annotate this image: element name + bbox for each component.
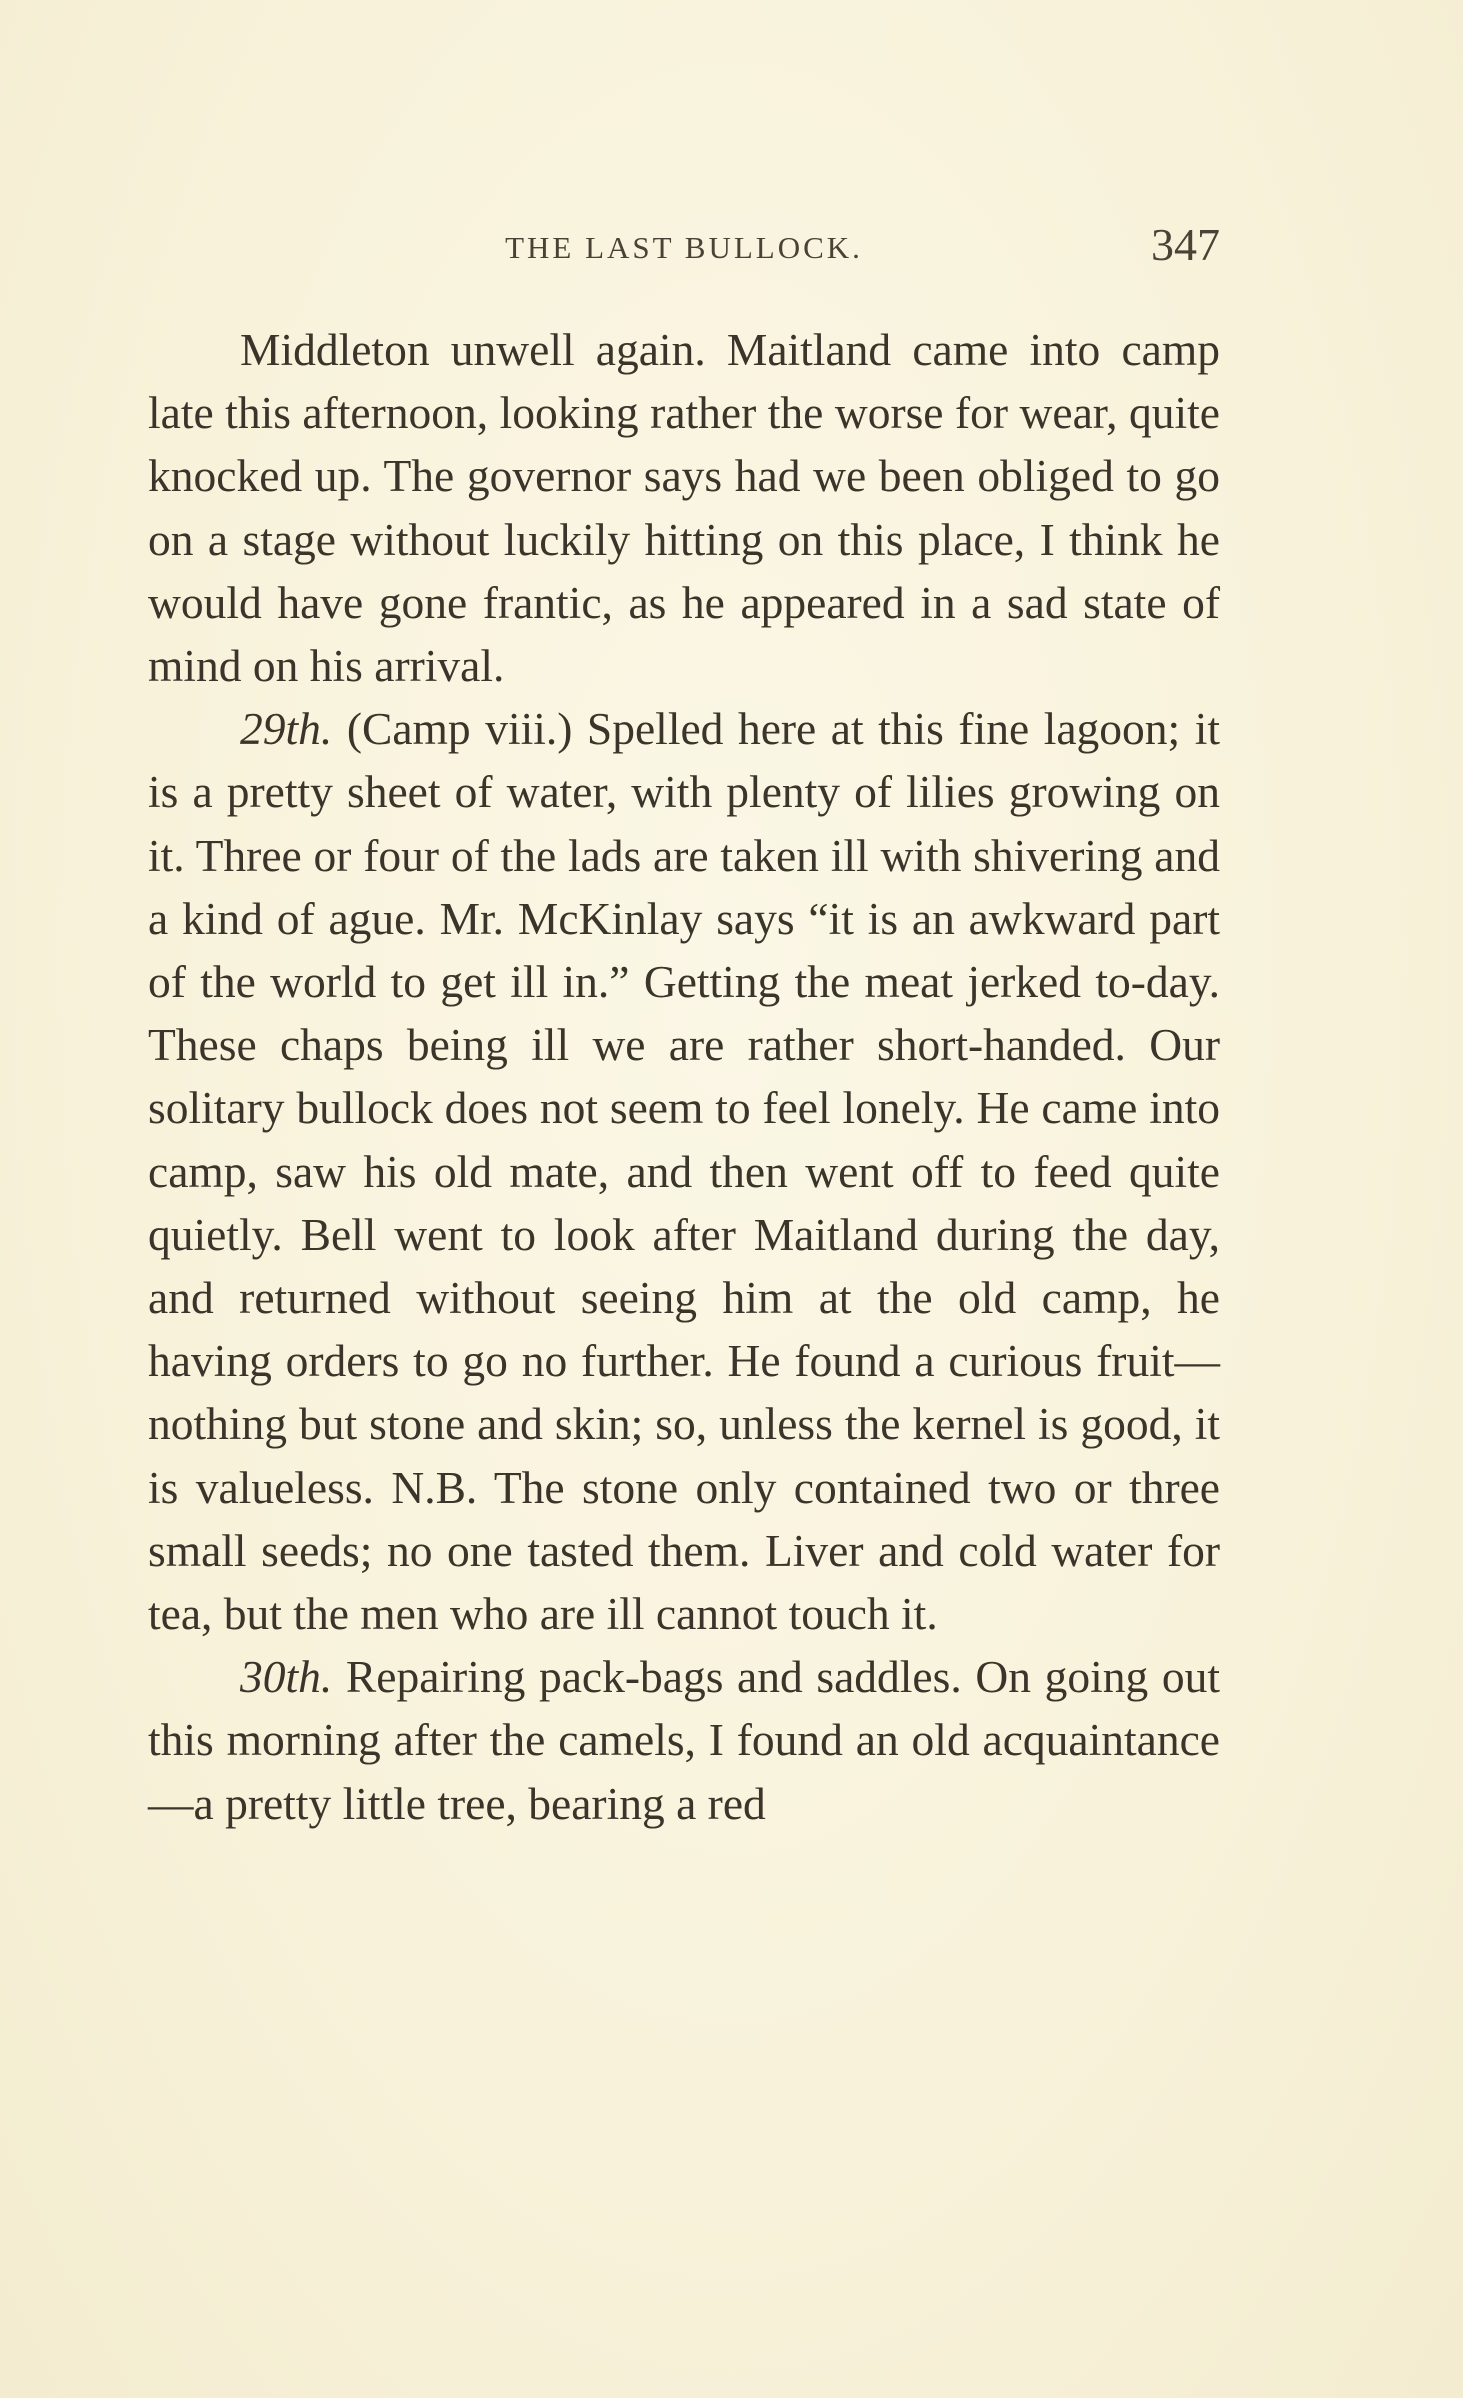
paragraph-1	[148, 318, 1220, 697]
paragraph-2-date: 29th.	[240, 703, 333, 755]
paragraph-3	[148, 1645, 1220, 1835]
paragraph-2	[148, 697, 1220, 1645]
paragraph-1-text: Middleton unwell again. Maitland came into camp late this afternoon, looking rather the worse for wear, quite knocked up. The governor says had we been obliged to go on a stage without luckily hitting on this place, I think he would have gone frantic, as he appeared in a sad state of mind on his arrival.	[148, 324, 1220, 692]
paragraph-3-date: 30th.	[240, 1651, 333, 1703]
paragraph-2-text: (Camp viii.) Spelled here at this fine lagoon; it is a pretty sheet of water, with plenty of lilies growing on it. Three or four of the lads are taken ill with shivering and a kind of ague. Mr. McKinlay says “it is an awkward part of the world to get ill in.” Getting the meat jerked to-day. These chaps being ill we are rather short-handed. Our solitary bullock does not seem to feel lonely. He came into camp, saw his old mate, and then went off to feed quite quietly. Bell went to look after Maitland during the day, and returned without seeing him at the old camp, he having orders to go no further. He found a curious fruit—nothing but stone and skin; so, unless the kernel is good, it is valueless. N.B. The stone only contained two or three small seeds; no one tasted them. Liver and cold water for tea, but the men who are ill cannot touch it.	[148, 703, 1220, 1640]
running-title: THE LAST BULLOCK.	[505, 230, 863, 265]
running-head	[148, 218, 1220, 278]
paragraph-3-text: Repairing pack-bags and saddles. On going out this morning after the camels, I found an old acquaintance—a pretty little tree, bearing a red	[148, 1651, 1220, 1829]
body-text	[148, 318, 1220, 1835]
page-number: 347	[1151, 219, 1220, 270]
